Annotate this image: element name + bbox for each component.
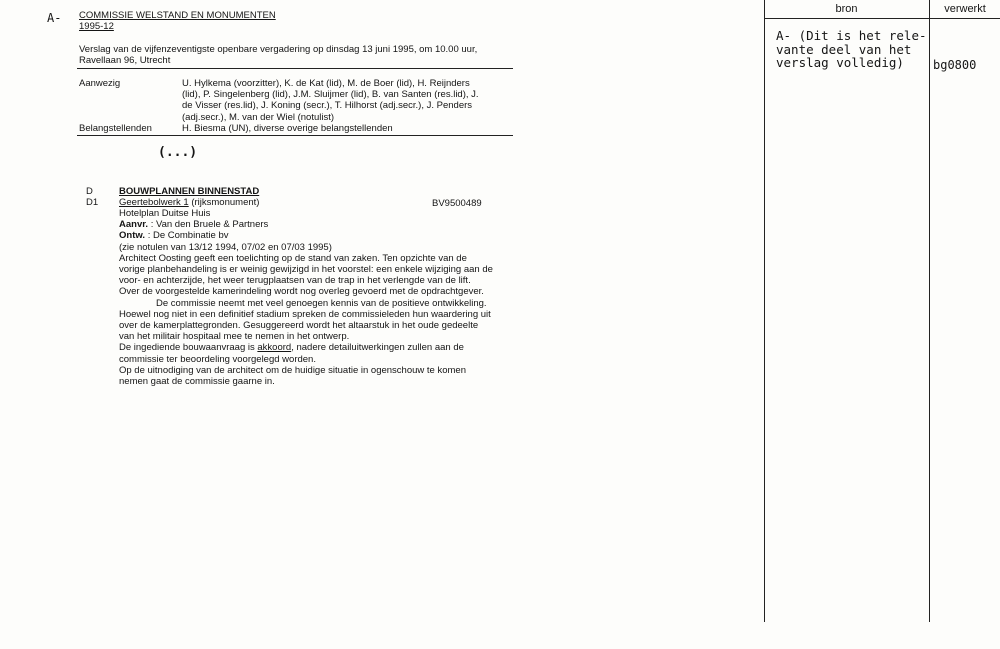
present-line: (adj.secr.), M. van der Wiel (notulist) <box>182 111 335 123</box>
source-note-line: A- (Dit is het rele- <box>776 28 927 43</box>
item-name: Geertebolwerk 1 <box>119 197 189 208</box>
sidebar-divider-left <box>764 0 765 622</box>
item-heading <box>119 197 259 208</box>
meeting-info <box>79 44 477 66</box>
column-header-processed: verwerkt <box>944 3 986 15</box>
stakeholders-value: H. Biesma (UN), diverse overige belangstellenden <box>182 123 393 134</box>
processed-code: bg0800 <box>933 58 977 72</box>
divider-top <box>77 68 513 69</box>
minutes-reference: (zie notulen van 13/12 1994, 07/02 en 07/03 1995) <box>119 241 332 253</box>
divider-bottom <box>77 135 513 136</box>
margin-mark: A- <box>47 11 62 25</box>
decision-suffix: , nadere detailuitwerkingen zullen aan de <box>291 342 464 354</box>
item-subtitle: Hotelplan Duitse Huis <box>119 208 211 219</box>
decision-prefix: De ingediende bouwaanvraag is <box>119 342 258 354</box>
reference-number: BV9500489 <box>432 198 482 209</box>
document-header <box>79 10 276 32</box>
applicant-line <box>119 219 493 230</box>
closing-line: Op de uitnodiging van de architect om de huidige situatie in ogenschouw te komen <box>119 364 466 376</box>
decision-line-2: commissie ter beoordeling voorgelegd worden. <box>119 353 316 365</box>
body-line: vorige planbehandeling is er weinig gewijzigd in het voorstel: een enkele wijziging aan de <box>119 264 493 276</box>
item-name-suffix: (rijksmonument) <box>188 197 260 208</box>
body-line: van het militair hospitaal mee te nemen in het ontwerp. <box>119 331 350 343</box>
sidebar-header-rule <box>764 18 1000 19</box>
applicant-label: Aanvr. <box>119 219 149 231</box>
committee-title: COMMISSIE WELSTAND EN MONUMENTEN <box>79 10 276 21</box>
body-line: De commissie neemt met veel genoegen kennis van de positieve ontwikkeling. <box>156 297 487 309</box>
omission-mark: (...) <box>158 145 198 160</box>
decision-line <box>119 342 493 353</box>
stakeholders-label: Belangstellenden <box>79 123 152 134</box>
body-line: Over de voorgestelde kamerindeling wordt nog overleg gevoerd met de opdrachtgever. <box>119 286 484 298</box>
decision-word: akkoord <box>257 342 292 354</box>
source-note-line: verslag volledig) <box>776 55 904 70</box>
present-line: (lid), P. Singelenberg (lid), J.M. Sluijmer (lid), B. van Santen (res.lid), J. <box>182 89 479 101</box>
designer-value: : De Combinatie bv <box>147 230 229 242</box>
present-label: Aanwezig <box>79 78 121 89</box>
present-line: de Visser (res.lid), J. Koning (secr.), T. Hilhorst (adj.secr.), J. Penders <box>182 100 473 112</box>
section-code: D <box>86 186 93 197</box>
designer-label: Ontw. <box>119 230 146 242</box>
document-year: 1995-12 <box>79 21 114 33</box>
source-note-line: vante deel van het <box>776 41 912 57</box>
body-line: over de kamerplattegronden. Gesuggereerd wordt het altaarstuk in het oude gedeelte <box>119 320 479 332</box>
present-list <box>182 78 479 123</box>
designer-line <box>119 230 493 241</box>
closing-line: nemen gaat de commissie gaarne in. <box>119 376 275 388</box>
item-code: D1 <box>86 197 99 208</box>
sidebar-divider-middle <box>929 0 930 622</box>
meeting-line-2: Ravellaan 96, Utrecht <box>79 55 171 67</box>
source-note <box>776 29 927 70</box>
applicant-value: : Van den Bruele & Partners <box>150 219 269 231</box>
meeting-line-1: Verslag van de vijfenzeventigste openbare vergadering op dinsdag 13 juni 1995, om 10.00 uur, <box>79 44 478 55</box>
body-line: voor- en achterzijde, het weer terugplaatsen van de trap in het verlengde van de lift. <box>119 275 471 287</box>
present-line: U. Hylkema (voorzitter), K. de Kat (lid), M. de Boer (lid), H. Reijnders <box>182 78 470 89</box>
body-line: Hoewel nog niet in een definitief stadium spreken de commissieleden hun waardering uit <box>119 308 491 320</box>
item-body <box>119 208 493 387</box>
section-title: BOUWPLANNEN BINNENSTAD <box>119 186 260 197</box>
body-line: Architect Oosting geeft een toelichting op de stand van zaken. Ten opzichte van de <box>119 252 467 264</box>
column-header-source: bron <box>835 3 858 15</box>
